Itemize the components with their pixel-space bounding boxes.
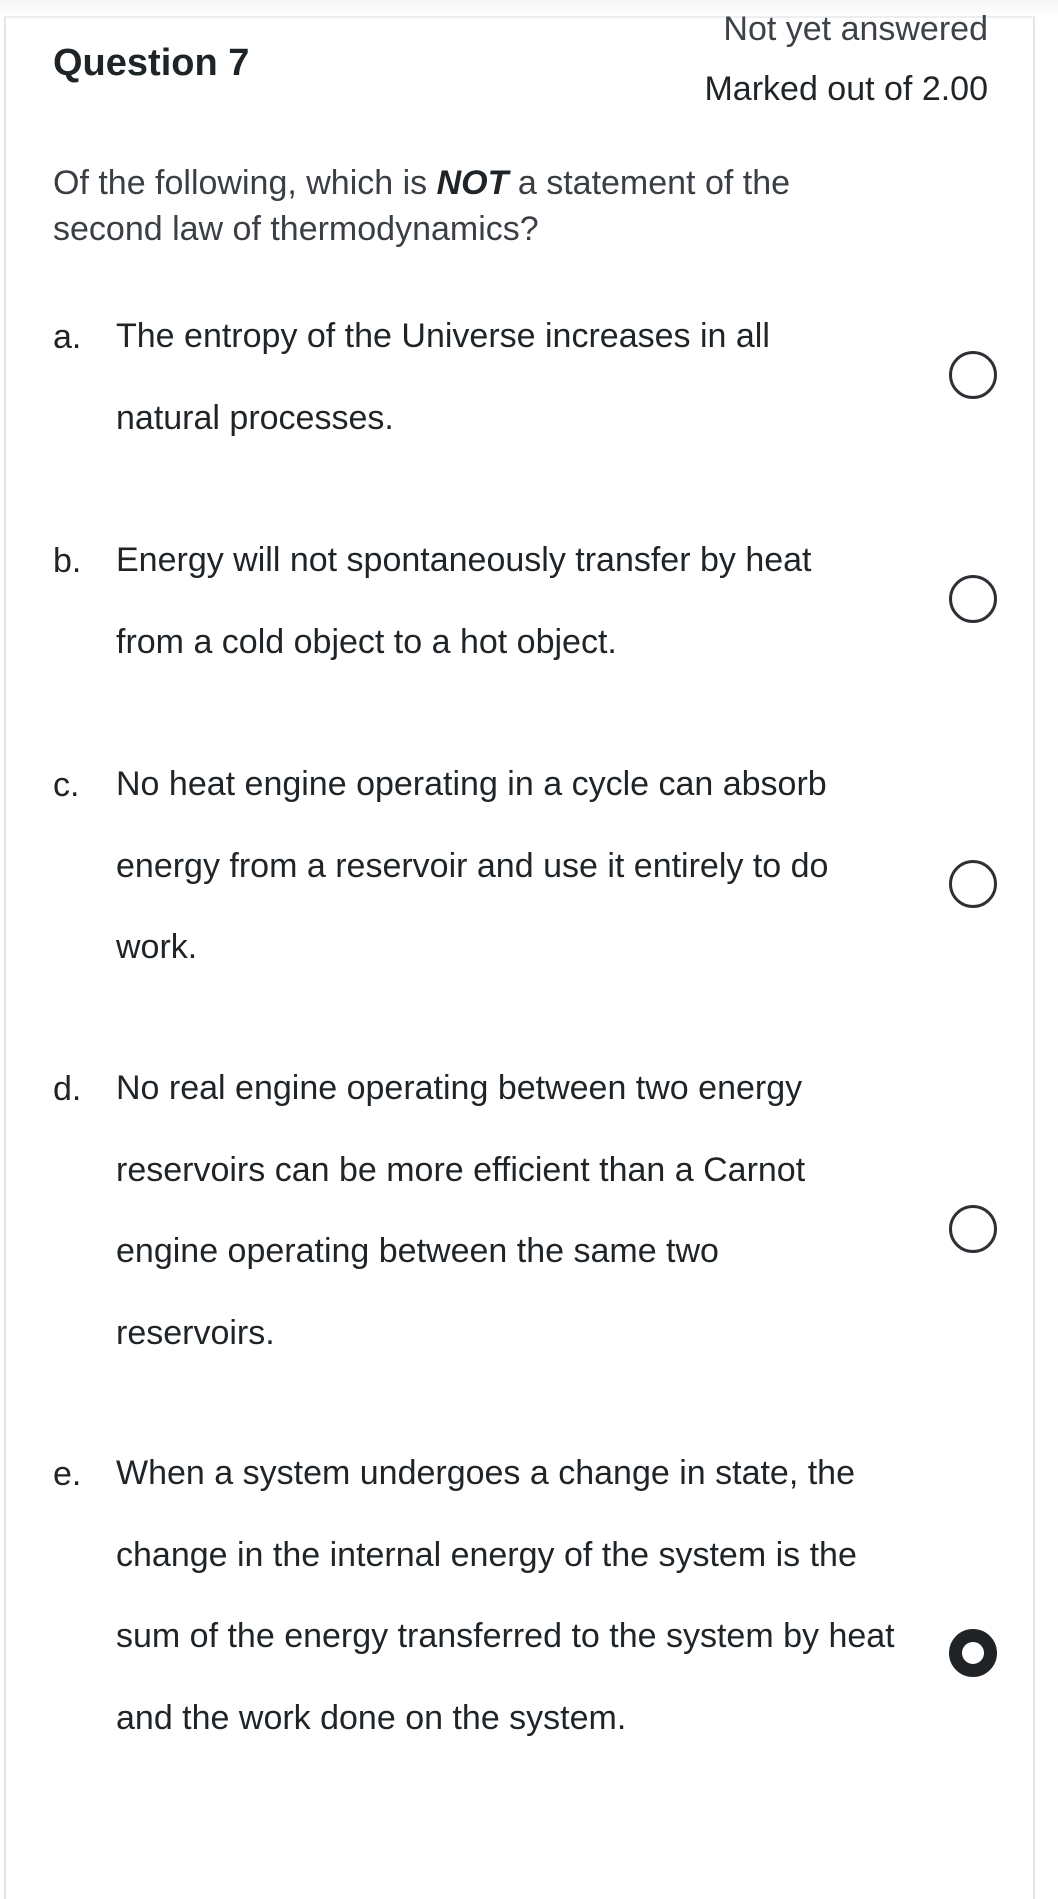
option-text: No real engine operating between two energy reservoirs can be more efficient than a Carnot engine operating between the same two reservoirs. [116,1069,806,1352]
option-d-radio[interactable] [949,1205,997,1253]
option-c-radio[interactable] [949,860,997,908]
option-a-radio[interactable] [949,351,997,399]
question-mark: Marked out of 2.00 [704,70,988,108]
question-text-after: a statement of the second law of thermodynamics? [53,164,791,248]
option-letter: d. [53,1070,82,1108]
option-text: No heat engine operating in a cycle can absorb energy from a reservoir and use it entirely to do work. [116,765,829,966]
question-status: Not yet answered [723,10,988,48]
option-letter: a. [53,318,82,356]
question-title: Question 7 [53,42,250,84]
option-letter: b. [53,542,82,580]
question-card [4,10,1035,1899]
option-letter: e. [53,1455,82,1493]
question-text-emphasis: NOT [436,164,509,202]
question-text [53,160,893,252]
option-letter: c. [53,766,80,804]
question-text-before: Of the following, which is [53,164,437,202]
option-text: The entropy of the Universe increases in all natural processes. [116,317,770,437]
option-b-radio[interactable] [949,575,997,623]
option-text: When a system undergoes a change in state, the change in the internal energy of the system is the sum of the energy transferred to the system by heat and the work done on the system. [116,1454,895,1737]
option-e-radio-selected[interactable] [949,1629,997,1677]
option-text: Energy will not spontaneously transfer by heat from a cold object to a hot object. [116,541,812,661]
